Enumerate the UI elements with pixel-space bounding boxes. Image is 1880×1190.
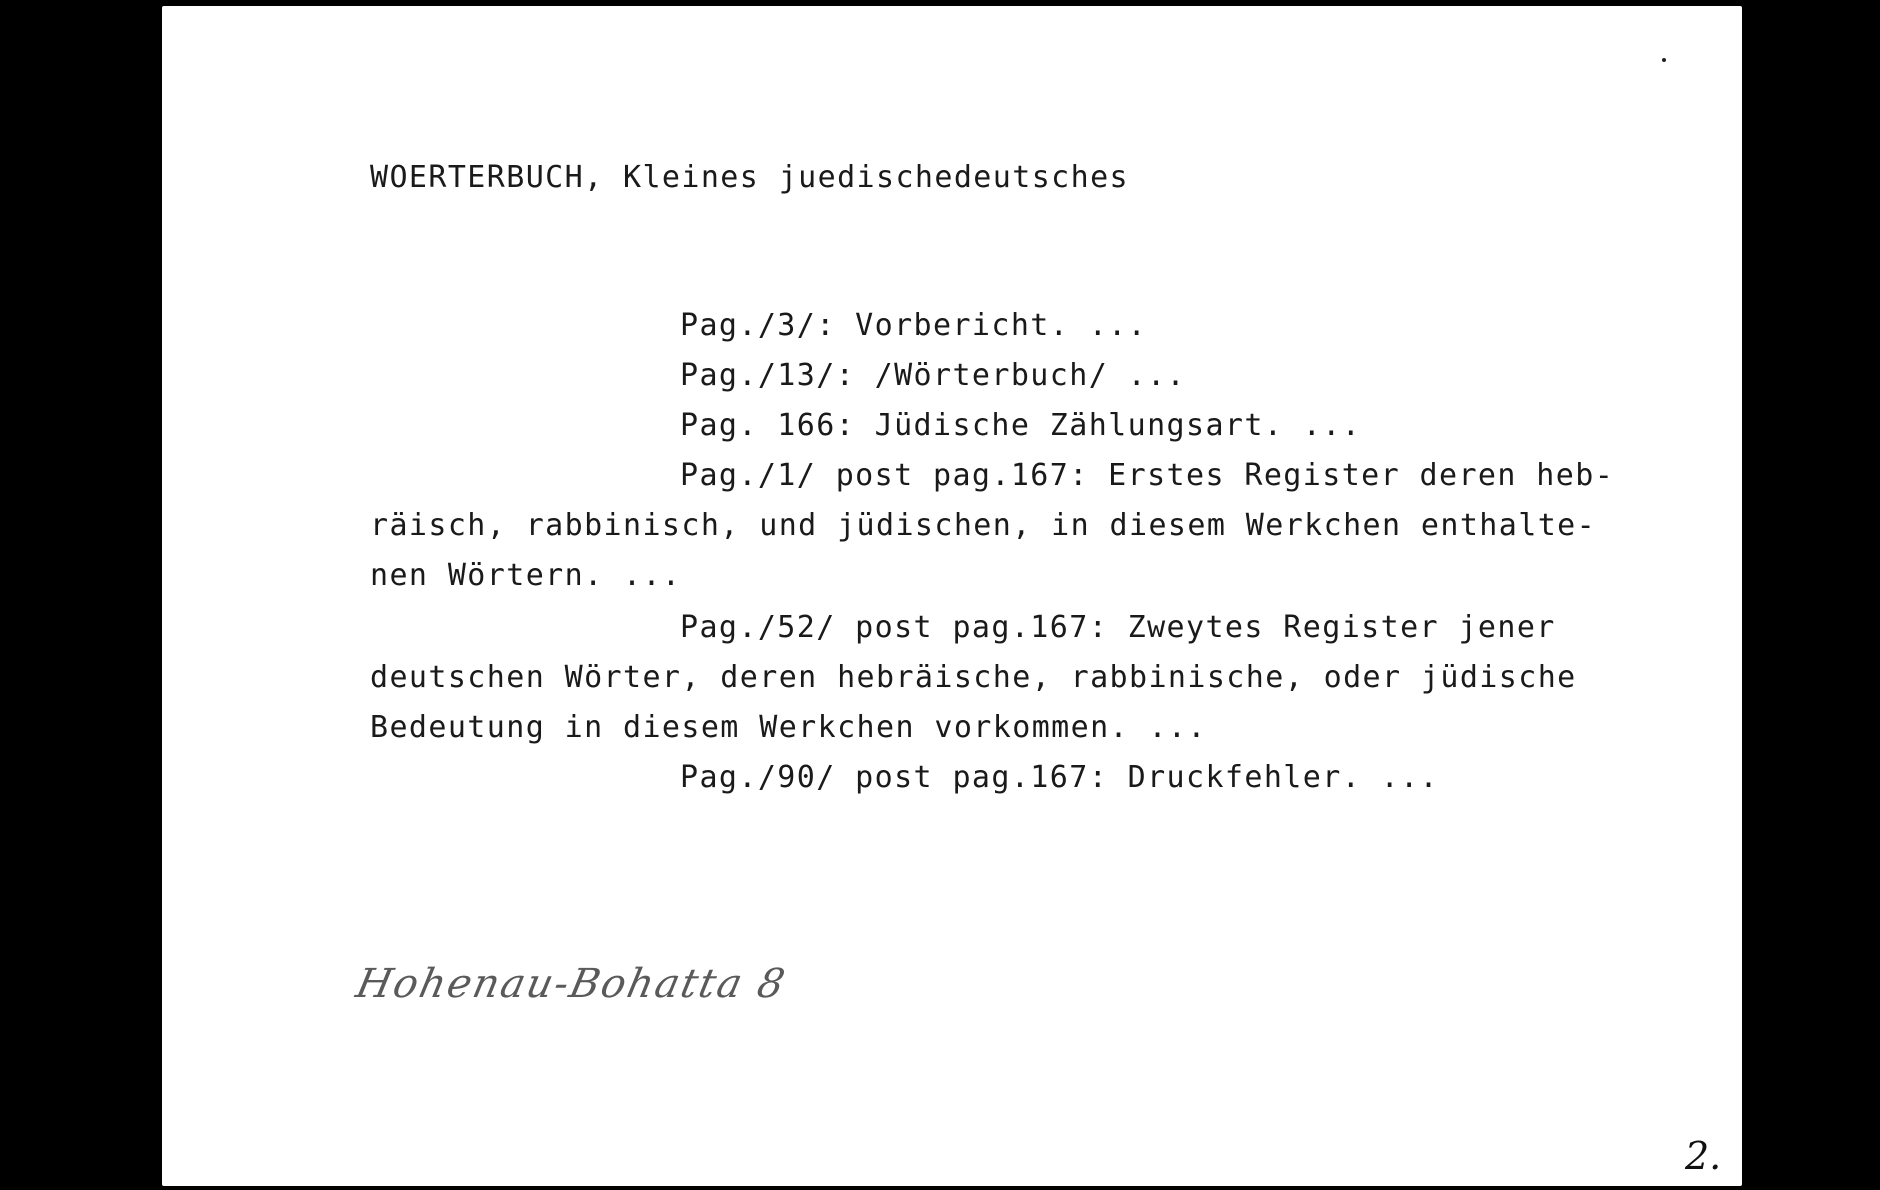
entry-line: Pag. 166: Jüdische Zählungsart. ... [680,408,1362,443]
entry-line: Bedeutung in diesem Werkchen vorkommen. ... [370,710,1207,745]
ink-speck [1662,58,1666,62]
entry-line: räisch, rabbinisch, und jüdischen, in diesem Werkchen enthalte- [370,508,1597,543]
entry-line: Pag./90/ post pag.167: Druckfehler. ... [680,760,1439,795]
entry-line: deutschen Wörter, deren hebräische, rabbinische, oder jüdische [370,660,1577,695]
handwritten-note: Hohenau-Bohatta 8 [352,961,791,1007]
entry-line: Pag./13/: /Wörterbuch/ ... [680,358,1186,393]
entry-line: Pag./1/ post pag.167: Erstes Register deren heb- [680,458,1615,493]
entry-line: Pag./52/ post pag.167: Zweytes Register jener [680,610,1556,645]
entry-line: nen Wörtern. ... [370,558,682,593]
card-heading: WOERTERBUCH, Kleines juedischedeutsches [370,160,1129,195]
catalog-card [162,6,1742,1186]
page-number: 2. [1685,1134,1722,1178]
entry-line: Pag./3/: Vorbericht. ... [680,308,1148,343]
